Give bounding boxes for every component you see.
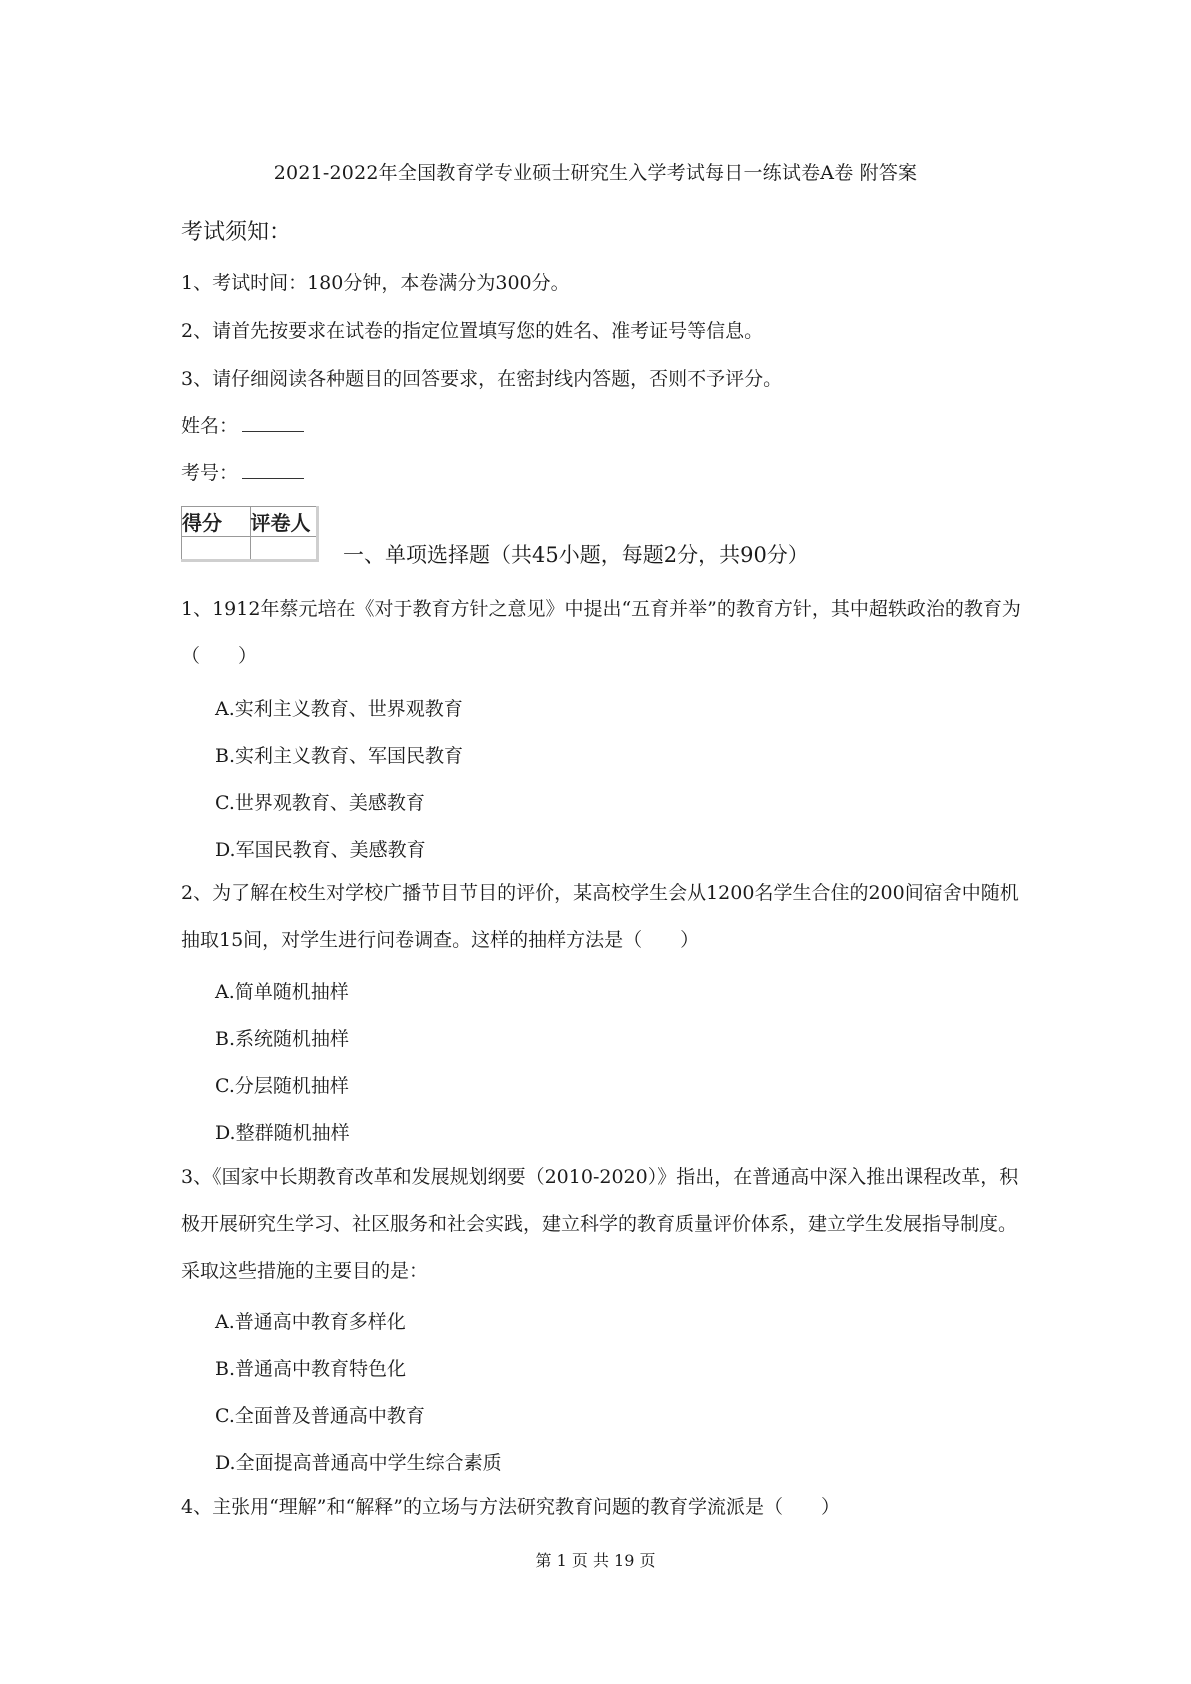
- notice-item-2: 2、请首先按要求在试卷的指定位置填写您的姓名、准考证号等信息。: [181, 320, 764, 342]
- question-1-option-d[interactable]: D.军国民教育、美感教育: [215, 839, 426, 861]
- question-2-option-d[interactable]: D.整群随机抽样: [215, 1122, 350, 1144]
- question-2-option-b[interactable]: B.系统随机抽样: [215, 1028, 350, 1050]
- score-box-shadow: [181, 559, 319, 562]
- page-footer: 第 1 页 共 19 页: [535, 1551, 656, 1570]
- exam-title: 2021-2022年全国教育学专业硕士研究生入学考试每日一练试卷A卷 附答案: [273, 162, 918, 184]
- id-label: 考号：: [181, 462, 239, 484]
- id-blank[interactable]: [242, 458, 304, 479]
- score-cell[interactable]: [182, 537, 251, 562]
- grader-label: 评卷人: [250, 507, 319, 537]
- question-1-option-c[interactable]: C.世界观教育、美感教育: [215, 792, 425, 814]
- question-2-option-a[interactable]: A.简单随机抽样: [215, 981, 349, 1003]
- id-field: [181, 458, 304, 485]
- notice-heading: 考试须知：: [181, 220, 292, 245]
- notice-item-3: 3、请仔细阅读各种题目的回答要求，在密封线内答题，否则不予评分。: [181, 368, 783, 390]
- question-1-option-a[interactable]: A.实利主义教育、世界观教育: [215, 698, 463, 720]
- question-1-option-b[interactable]: B.实利主义教育、军国民教育: [215, 745, 464, 767]
- score-box-shadow: [316, 506, 319, 562]
- section-heading: 一、单项选择题（共45小题，每题2分，共90分）: [343, 543, 809, 567]
- name-field: [181, 411, 304, 438]
- grader-cell[interactable]: [250, 537, 319, 562]
- name-blank[interactable]: [242, 411, 304, 432]
- question-3-option-b[interactable]: B.普通高中教育特色化: [215, 1358, 407, 1380]
- question-2-option-c[interactable]: C.分层随机抽样: [215, 1075, 349, 1097]
- question-1: 1、1912年蔡元培在《对于教育方针之意见》中提出“五育并举”的教育方针，其中超轶政治的教育为（ ）: [181, 598, 1021, 667]
- question-3: 3、《国家中长期教育改革和发展规划纲要（2010-2020）》指出，在普通高中深入推出课程改革，积极开展研究生学习、社区服务和社会实践，建立科学的教育质量评价体系，建立学生发展指导制度。采取这些措施的主要目的是：: [181, 1166, 1019, 1282]
- notice-item-1: 1、考试时间：180分钟，本卷满分为300分。: [181, 272, 570, 294]
- question-3-option-a[interactable]: A.普通高中教育多样化: [215, 1311, 406, 1333]
- score-box: [181, 506, 319, 562]
- question-3-option-c[interactable]: C.全面普及普通高中教育: [215, 1405, 425, 1427]
- name-label: 姓名：: [181, 415, 239, 437]
- question-3-option-d[interactable]: D.全面提高普通高中学生综合素质: [215, 1452, 502, 1474]
- question-2: 2、为了解在校生对学校广播节目节目的评价，某高校学生会从1200名学生合住的200间宿舍中随机抽取15间，对学生进行问卷调查。这样的抽样方法是（ ）: [181, 882, 1019, 951]
- score-label: 得分: [182, 507, 251, 537]
- question-4: 4、主张用“理解”和“解释”的立场与方法研究教育问题的教育学流派是（ ）: [181, 1496, 840, 1518]
